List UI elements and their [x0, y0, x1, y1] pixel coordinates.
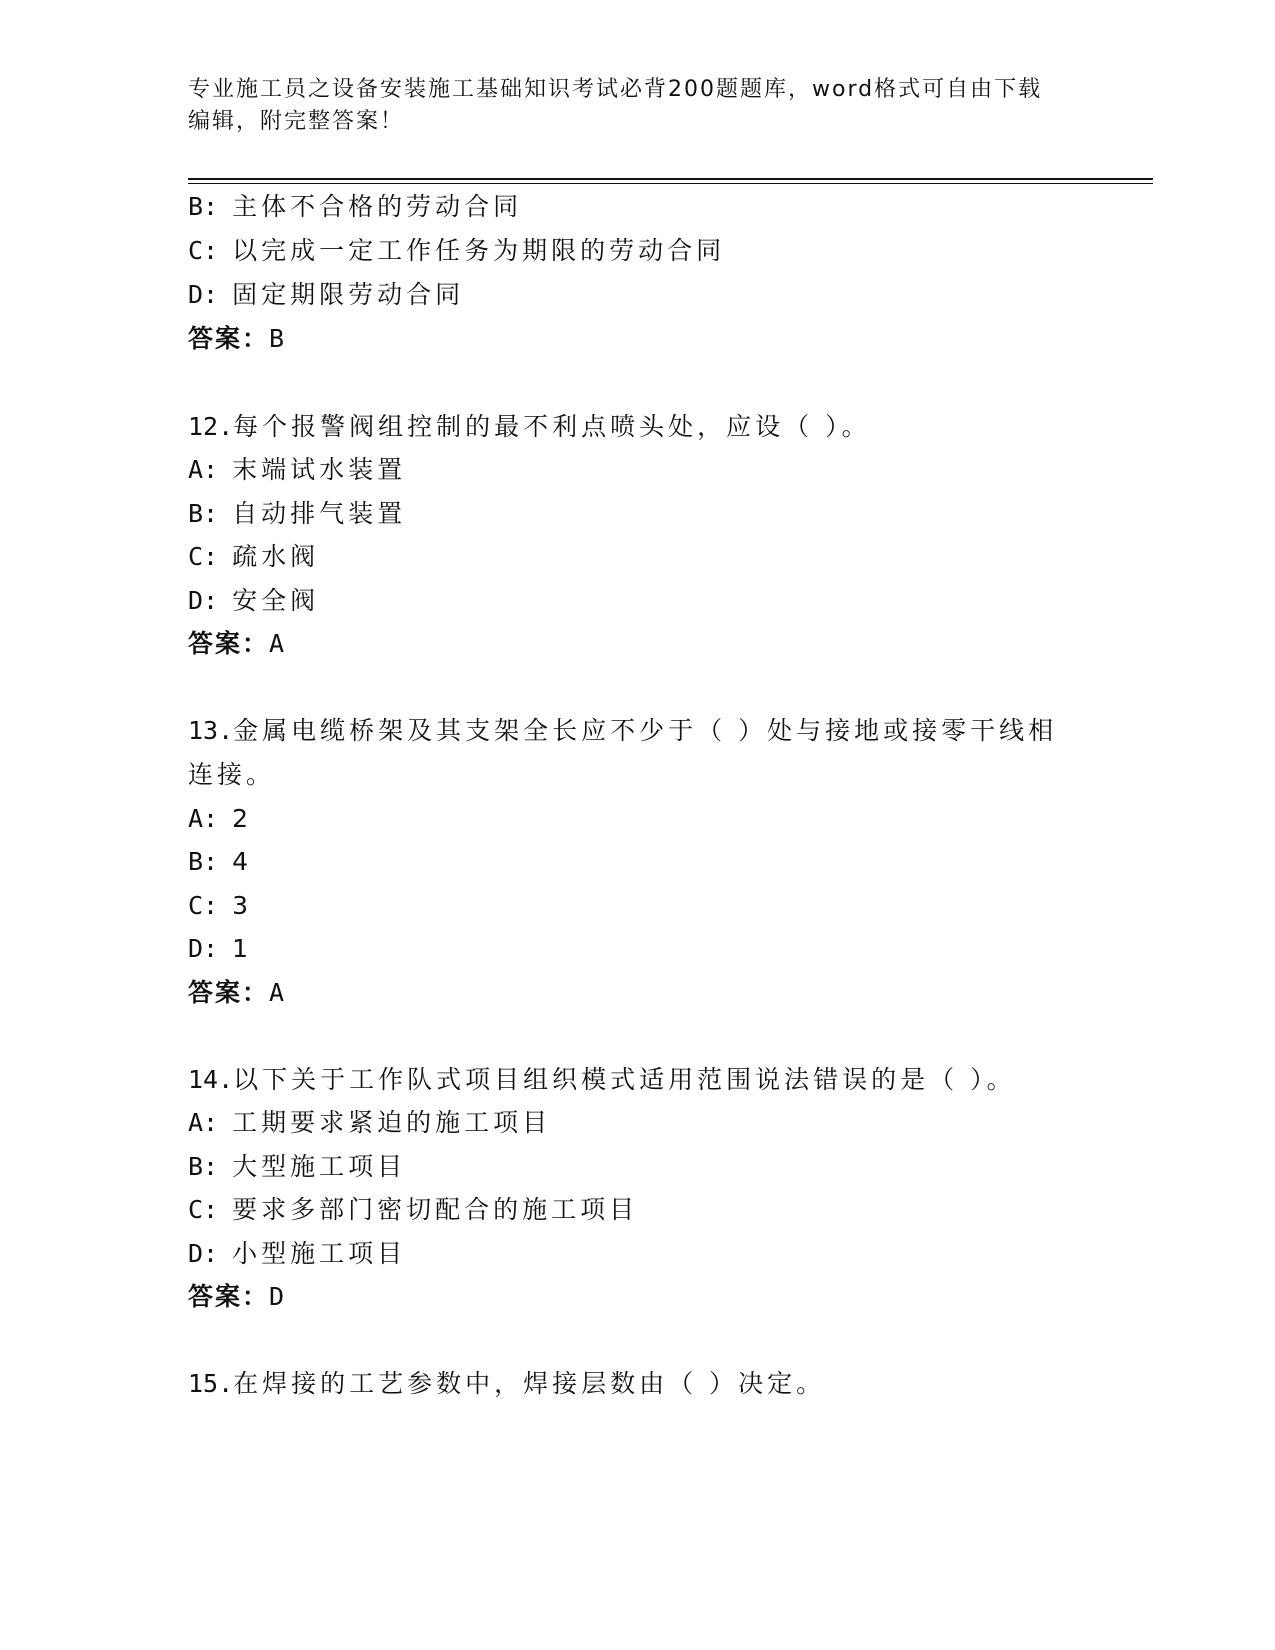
q12-option-c [188, 540, 319, 574]
question-number: 14. [188, 1065, 234, 1094]
q13-option-d [188, 932, 252, 966]
option-text: 2 [232, 804, 253, 833]
q11-option-b [188, 190, 522, 224]
q15-stem [188, 1367, 825, 1401]
header-title-line2: 编辑，附完整答案！ [188, 109, 405, 134]
q12-stem [188, 410, 871, 444]
option-letter: B: [188, 847, 219, 876]
option-letter: C: [188, 542, 219, 571]
option-text: 安全阀 [232, 586, 320, 615]
q11-option-c [188, 234, 725, 268]
q12-answer [188, 627, 286, 661]
q13-option-c [188, 889, 252, 923]
option-letter: A: [188, 804, 219, 833]
q12-option-d [188, 584, 319, 618]
answer-label: 答案： [188, 324, 270, 353]
question-text: 每个报警阀组控制的最不利点喷头处，应设（ ）。 [233, 412, 871, 441]
option-text: 以完成一定工作任务为期限的劳动合同 [232, 236, 726, 265]
option-text: 大型施工项目 [232, 1152, 407, 1181]
q11-option-d [188, 278, 464, 312]
q13-option-a [188, 802, 252, 836]
q13-stem-line2 [188, 758, 275, 792]
option-text: 4 [232, 847, 253, 876]
option-text: 疏水阀 [232, 542, 320, 571]
answer-value: A [269, 629, 287, 658]
q12-option-a [188, 453, 406, 487]
q14-option-c [188, 1193, 638, 1227]
answer-label: 答案： [188, 978, 270, 1007]
q14-option-d [188, 1237, 406, 1271]
question-text: 在焊接的工艺参数中，焊接层数由（ ）决定。 [233, 1369, 826, 1398]
q13-stem-line1 [188, 714, 1057, 748]
option-letter: B: [188, 1152, 219, 1181]
q14-option-a [188, 1106, 551, 1140]
option-text: 3 [232, 891, 253, 920]
header-divider-thin [188, 183, 1153, 184]
q14-option-b [188, 1150, 406, 1184]
question-text: 以下关于工作队式项目组织模式适用范围说法错误的是（ ）。 [233, 1065, 1016, 1094]
option-letter: D: [188, 934, 219, 963]
option-letter: A: [188, 1108, 219, 1137]
question-number: 13. [188, 716, 234, 745]
option-letter: C: [188, 236, 219, 265]
option-text: 1 [232, 934, 253, 963]
question-text-continued: 连接。 [188, 760, 276, 789]
option-text: 小型施工项目 [232, 1239, 407, 1268]
option-letter: D: [188, 280, 219, 309]
question-text: 金属电缆桥架及其支架全长应不少于（ ）处与接地或接零干线相 [233, 716, 1058, 745]
answer-value: A [269, 978, 287, 1007]
header-divider-thick [188, 178, 1153, 180]
option-text: 末端试水装置 [232, 455, 407, 484]
option-text: 自动排气装置 [232, 499, 407, 528]
q11-answer [188, 322, 286, 356]
question-number: 12. [188, 412, 234, 441]
document-header [188, 74, 1088, 138]
option-letter: D: [188, 1239, 219, 1268]
answer-value: D [269, 1282, 287, 1311]
answer-label: 答案： [188, 629, 270, 658]
option-text: 固定期限劳动合同 [232, 280, 465, 309]
header-title-line1: 专业施工员之设备安装施工基础知识考试必背200题题库，word格式可自由下载 [188, 77, 1043, 102]
option-letter: B: [188, 192, 219, 221]
q13-option-b [188, 845, 252, 879]
option-letter: A: [188, 455, 219, 484]
q12-option-b [188, 497, 406, 531]
q14-stem [188, 1063, 1016, 1097]
question-number: 15. [188, 1369, 234, 1398]
option-letter: C: [188, 891, 219, 920]
option-letter: B: [188, 499, 219, 528]
answer-value: B [269, 324, 287, 353]
option-letter: D: [188, 586, 219, 615]
option-letter: C: [188, 1195, 219, 1224]
q13-answer [188, 976, 286, 1010]
option-text: 要求多部门密切配合的施工项目 [232, 1195, 639, 1224]
option-text: 主体不合格的劳动合同 [232, 192, 523, 221]
q14-answer [188, 1280, 286, 1314]
option-text: 工期要求紧迫的施工项目 [232, 1108, 552, 1137]
answer-label: 答案： [188, 1282, 270, 1311]
